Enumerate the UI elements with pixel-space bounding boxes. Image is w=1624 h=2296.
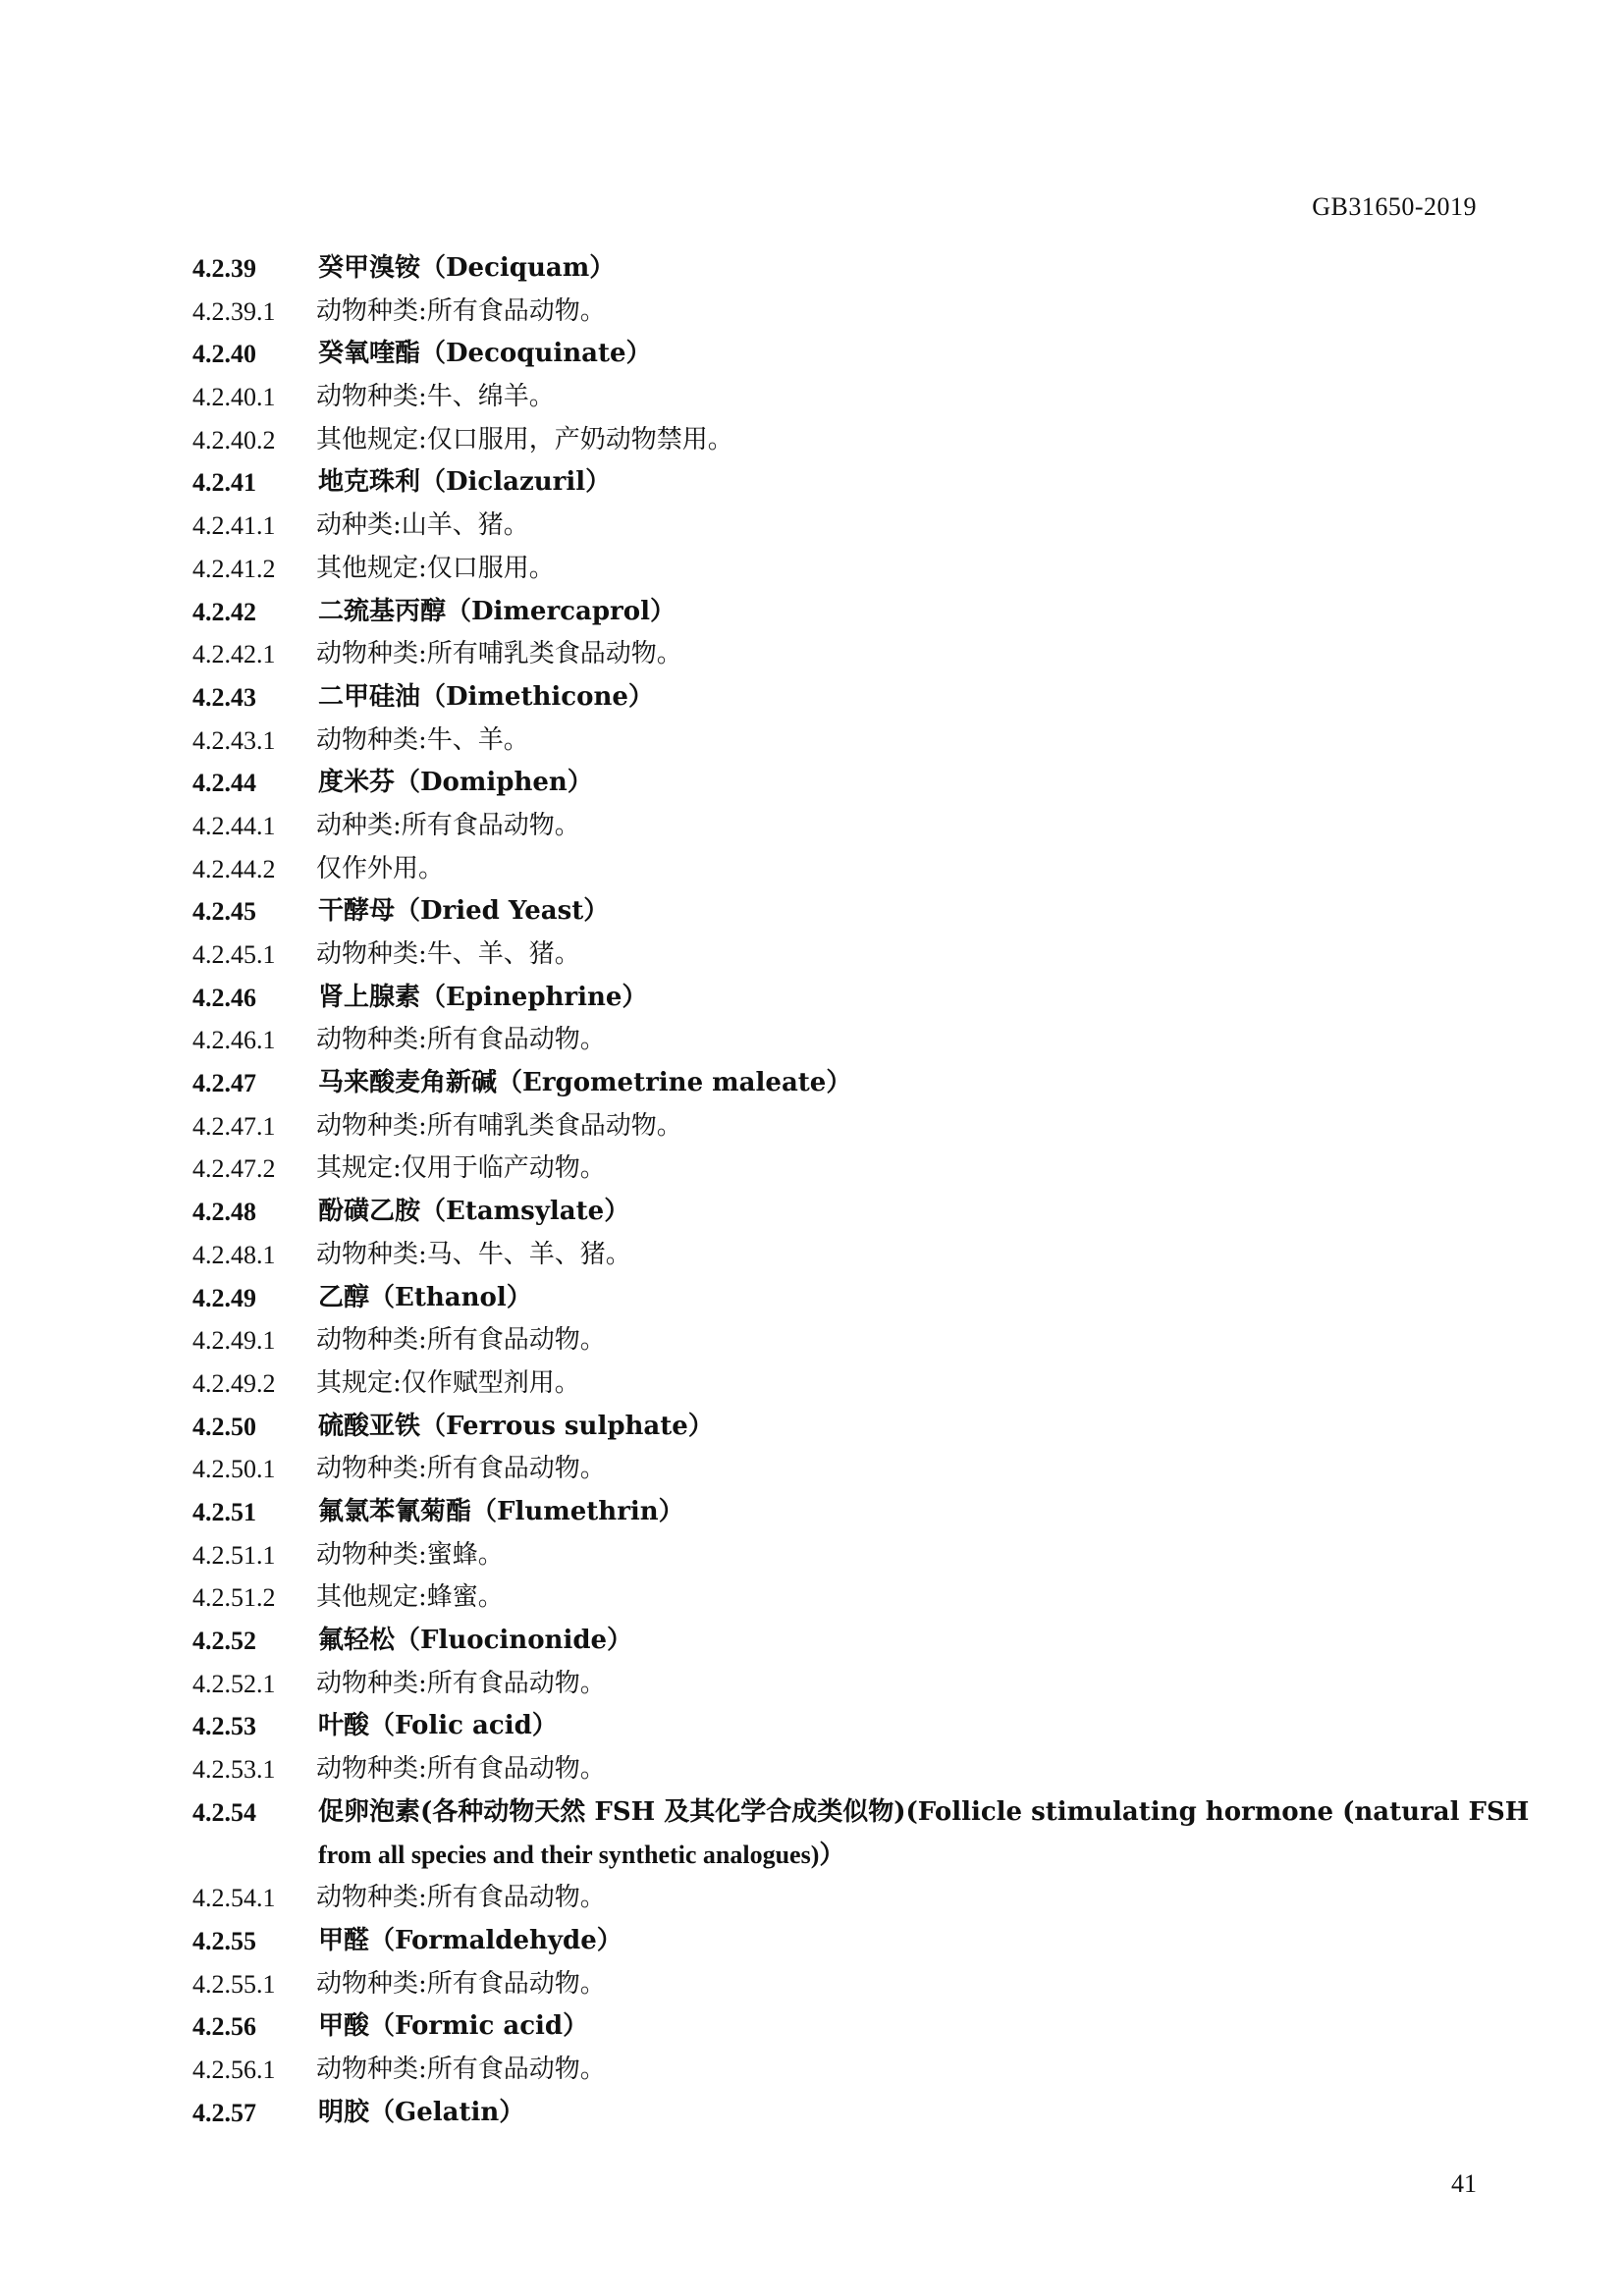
clause-text: from all species and their synthetic analogues)）	[318, 1841, 845, 1870]
clause-text: 癸甲溴铵（Deciquam）	[318, 253, 616, 283]
clause-number: 4.2.46.1	[192, 1026, 276, 1055]
section-heading	[192, 1191, 1479, 1234]
clause-item	[192, 1663, 1479, 1706]
clause-text: 动物种类:牛、羊、猪。	[316, 939, 580, 969]
clause-text: 其他规定:蜂蜜。	[316, 1582, 504, 1613]
clause-number: 4.2.45.1	[192, 940, 276, 969]
section-heading	[192, 762, 1479, 805]
clause-number: 4.2.41.1	[192, 511, 276, 541]
section-heading	[192, 591, 1479, 634]
clause-text: 动种类:山羊、猪。	[316, 510, 529, 541]
clause-item	[192, 1576, 1479, 1620]
clause-text: 动物种类:所有食品动物。	[316, 1325, 606, 1356]
clause-number: 4.2.40.1	[192, 383, 276, 412]
section-heading	[192, 1791, 1530, 1835]
section-heading	[192, 1620, 1479, 1663]
clause-text: 肾上腺素（Epinephrine）	[318, 982, 648, 1012]
section-heading	[192, 461, 1479, 505]
clause-item	[192, 1148, 1479, 1191]
clause-number: 4.2.49	[192, 1283, 256, 1312]
clause-number: 4.2.48.1	[192, 1240, 276, 1269]
section-heading	[192, 977, 1479, 1020]
section-heading	[192, 890, 1479, 934]
clause-text: 其他规定:仅口服用。	[316, 553, 555, 583]
clause-number: 4.2.49.2	[192, 1368, 276, 1398]
clause-number: 4.2.52	[192, 1627, 256, 1655]
clause-item	[192, 1105, 1479, 1148]
clause-text: 动物种类:所有食品动物。	[316, 1668, 606, 1698]
clause-number: 4.2.44.1	[192, 811, 276, 840]
clause-text: 促卵泡素(各种动物天然 FSH 及其化学合成类似物)(Follicle stimulating hormone (natural FSH	[318, 1796, 1530, 1827]
clause-text: 其规定:仅作赋型剂用。	[316, 1367, 580, 1398]
document-body	[192, 247, 1530, 2134]
clause-item	[192, 848, 1479, 891]
clause-text: 地克珠利（Diclazuril）	[318, 467, 612, 498]
clause-number: 4.2.53.1	[192, 1755, 276, 1785]
clause-text: 马来酸麦角新碱（Ergometrine maleate）	[318, 1068, 852, 1098]
clause-number: 4.2.39.1	[192, 296, 276, 326]
clause-text: 动种类:所有食品动物。	[316, 810, 580, 840]
clause-number: 4.2.56.1	[192, 2055, 276, 2084]
clause-number: 4.2.49.1	[192, 1326, 276, 1356]
clause-number: 4.2.44	[192, 769, 256, 798]
clause-item	[192, 1877, 1479, 1920]
clause-number: 4.2.41	[192, 468, 256, 498]
clause-number: 4.2.45	[192, 897, 256, 927]
clause-item	[192, 1362, 1479, 1406]
clause-item	[192, 1748, 1479, 1791]
clause-text: 明胶（Gelatin）	[318, 2097, 525, 2127]
clause-number: 4.2.40	[192, 340, 256, 369]
clause-item	[192, 1319, 1479, 1362]
clause-text: 动物种类:所有食品动物。	[316, 1754, 606, 1785]
clause-number: 4.2.53	[192, 1712, 256, 1741]
clause-item	[192, 548, 1479, 591]
clause-item	[192, 720, 1479, 763]
clause-text: 癸氧喹酯（Decoquinate）	[318, 339, 652, 369]
clause-text: 动物种类:牛、羊。	[316, 724, 529, 755]
section-heading	[192, 2092, 1479, 2135]
section-heading	[192, 1920, 1479, 1963]
clause-item	[192, 419, 1479, 462]
clause-number: 4.2.54.1	[192, 1884, 276, 1913]
clause-text: 其他规定:仅口服用，产奶动物禁用。	[316, 424, 733, 454]
clause-text: 动物种类:马、牛、羊、猪。	[316, 1239, 631, 1269]
clause-text: 氟轻松（Fluocinonide）	[318, 1626, 633, 1655]
section-heading	[192, 1062, 1479, 1105]
section-heading	[192, 2005, 1479, 2049]
clause-text: 仅作外用。	[316, 853, 445, 883]
clause-item	[192, 1234, 1479, 1277]
clause-number: 4.2.39	[192, 254, 256, 283]
clause-text: 硫酸亚铁（Ferrous sulphate）	[318, 1411, 714, 1441]
clause-number: 4.2.51.1	[192, 1540, 276, 1570]
clause-number: 4.2.51	[192, 1497, 256, 1526]
clause-text: 度米芬（Domiphen）	[318, 768, 593, 798]
clause-text: 动物种类:蜜蜂。	[316, 1539, 504, 1570]
clause-number: 4.2.47	[192, 1069, 256, 1098]
clause-number: 4.2.40.2	[192, 425, 276, 454]
section-heading	[192, 247, 1479, 291]
clause-text: 干酵母（Dried Yeast）	[318, 896, 610, 927]
clause-number: 4.2.50.1	[192, 1455, 276, 1484]
clause-text: 甲酸（Formic acid）	[318, 2011, 589, 2042]
clause-number: 4.2.41.2	[192, 554, 276, 583]
section-heading-continuation	[192, 1834, 1479, 1877]
clause-text: 动物种类:所有食品动物。	[316, 1454, 606, 1484]
clause-number: 4.2.52.1	[192, 1669, 276, 1698]
clause-item	[192, 934, 1479, 977]
clause-number: 4.2.48	[192, 1198, 256, 1227]
clause-text: 乙醇（Ethanol）	[318, 1282, 532, 1312]
clause-item	[192, 805, 1479, 848]
standard-code: GB31650-2019	[1312, 192, 1477, 221]
clause-text: 甲醛（Formaldehyde）	[318, 1925, 623, 1955]
clause-text: 动物种类:牛、绵羊。	[316, 382, 555, 412]
clause-number: 4.2.55	[192, 1926, 256, 1955]
section-heading	[192, 676, 1479, 720]
clause-number: 4.2.55.1	[192, 1969, 276, 1999]
clause-item	[192, 505, 1479, 548]
clause-number: 4.2.46	[192, 983, 256, 1012]
clause-item	[192, 1019, 1479, 1062]
clause-text: 动物种类:所有食品动物。	[316, 2054, 606, 2084]
clause-text: 动物种类:所有食品动物。	[316, 1968, 606, 1999]
clause-item	[192, 2049, 1479, 2092]
section-heading	[192, 1705, 1479, 1748]
clause-text: 二巯基丙醇（Dimercaprol）	[318, 596, 676, 626]
clause-number: 4.2.50	[192, 1412, 256, 1441]
clause-text: 动物种类:所有哺乳类食品动物。	[316, 1110, 682, 1141]
clause-text: 动物种类:所有哺乳类食品动物。	[316, 639, 682, 669]
clause-number: 4.2.47.2	[192, 1154, 276, 1184]
section-heading	[192, 333, 1479, 376]
clause-number: 4.2.56	[192, 2012, 256, 2042]
clause-item	[192, 376, 1479, 419]
clause-item	[192, 1448, 1479, 1491]
clause-text: 动物种类:所有食品动物。	[316, 1025, 606, 1055]
clause-text: 二甲硅油（Dimethicone）	[318, 681, 654, 712]
clause-item	[192, 1534, 1479, 1577]
clause-text: 叶酸（Folic acid）	[318, 1711, 558, 1741]
clause-item	[192, 291, 1479, 334]
clause-number: 4.2.43	[192, 682, 256, 712]
clause-text: 酚磺乙胺（Etamsylate）	[318, 1197, 630, 1227]
clause-number: 4.2.47.1	[192, 1111, 276, 1141]
clause-number: 4.2.42	[192, 597, 256, 626]
clause-text: 其规定:仅用于临产动物。	[316, 1153, 606, 1184]
clause-number: 4.2.43.1	[192, 725, 276, 755]
clause-text: 动物种类:所有食品动物。	[316, 295, 606, 326]
clause-text: 氟氯苯氰菊酯（Flumethrin）	[318, 1496, 684, 1526]
clause-number: 4.2.42.1	[192, 640, 276, 669]
section-heading	[192, 1491, 1479, 1534]
section-heading	[192, 1406, 1479, 1449]
clause-number: 4.2.57	[192, 2098, 256, 2127]
clause-number: 4.2.54	[192, 1797, 256, 1827]
clause-text: 动物种类:所有食品动物。	[316, 1883, 606, 1913]
page-number: 41	[1451, 2169, 1477, 2198]
clause-item	[192, 1963, 1479, 2006]
section-heading	[192, 1277, 1479, 1320]
clause-item	[192, 633, 1479, 676]
clause-number: 4.2.44.2	[192, 854, 276, 883]
clause-number: 4.2.51.2	[192, 1583, 276, 1613]
